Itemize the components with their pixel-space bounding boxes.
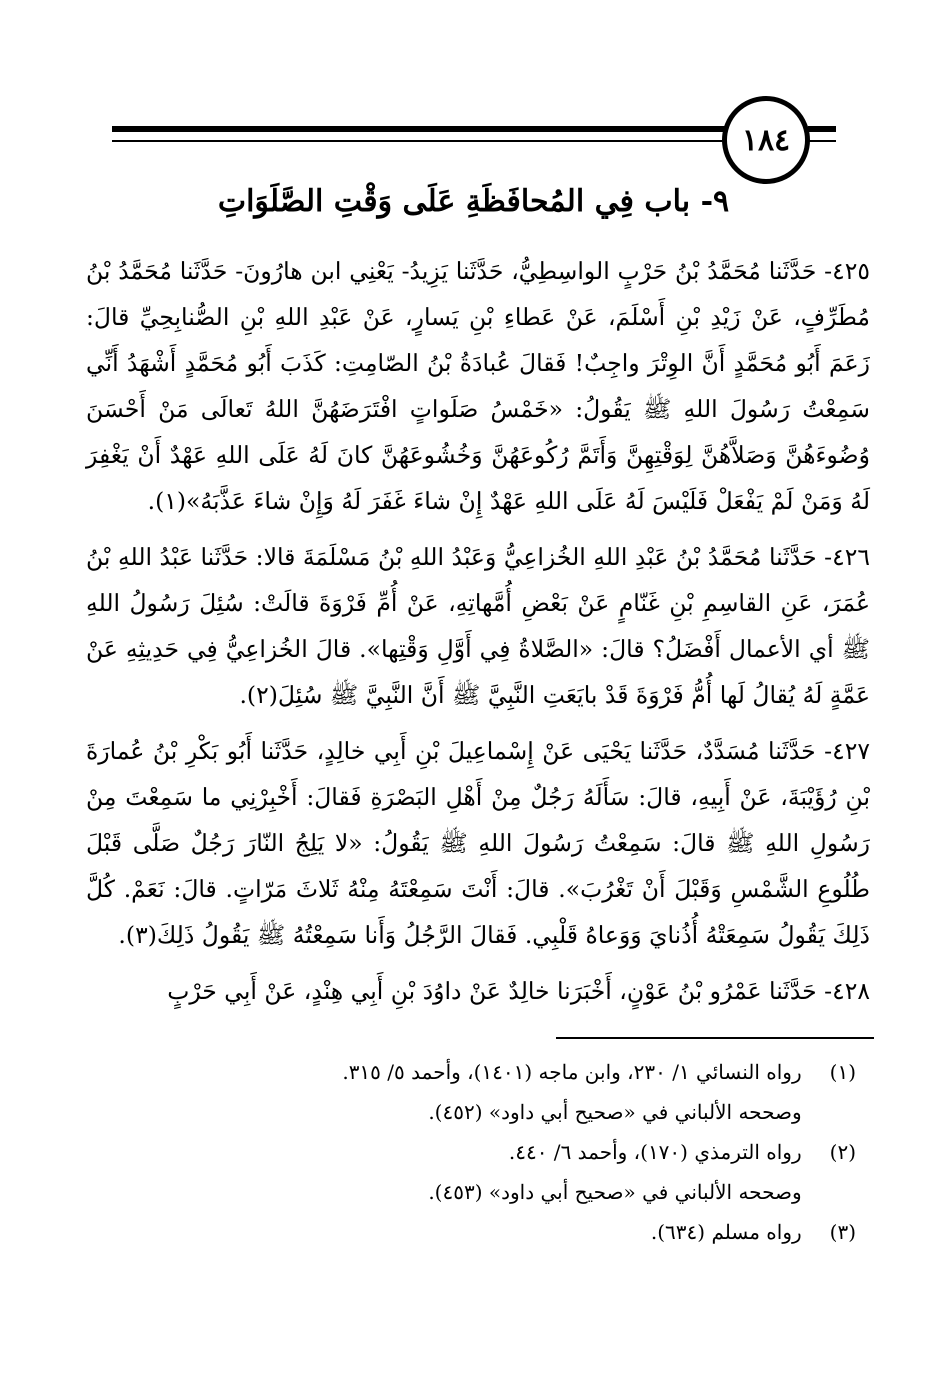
hadith-paragraph: ٤٢٨- حَدَّثَنا عَمْرُو بْنُ عَوْنٍ، أَخْبَرَنا خالِدٌ عَنْ داوُدَ بْنِ أَبِي هِنْدٍ، عَنْ أَبِي حَرْبٍ [167, 977, 870, 1005]
header-rule-thick [112, 126, 734, 132]
header-rule-right-thick [808, 126, 836, 132]
footnote-item [86, 1052, 856, 1092]
footnote-separator [556, 1037, 874, 1039]
footnote-number: (٣) [829, 1220, 856, 1244]
footnote-text: وصححه الألباني في «صحيح أبي داود» (٤٥٢). [428, 1100, 802, 1124]
hadith-paragraph: ٤٢٧- حَدَّثَنا مُسَدَّدٌ، حَدَّثَنا يَحْيَى عَنْ إِسْماعِيلَ بْنِ أَبِي خالِدٍ، حَدَّثَنا أَبُو بَكْرِ بْنُ عُمارَةَ بْنِ رُؤَيْبَةَ، عَنْ أَبِيهِ، قالَ: سَأَلَهُ رَجُلٌ مِنْ أَهْلِ البَصْرَةِ فَقالَ: أَخْبِرْنِي ما سَمِعْتَ مِنْ رَسُولِ اللهِ ﷺ قالَ: سَمِعْتُ رَسُولَ اللهِ ﷺ يَقُولُ: «لا يَلِجُ النّارَ رَجُلٌ صَلَّى قَبْلَ طُلُوعِ الشَّمْسِ وَقَبْلَ أَنْ تَغْرُبَ». قالَ: أَنْتَ سَمِعْتَهُ مِنْهُ ثَلاثَ مَرّاتٍ. قالَ: نَعَمْ. كُلَّ ذَلِكَ يَقُولُ سَمِعَتْهُ أُذُنايَ وَوَعاهُ قَلْبِي. فَقالَ الرَّجُلُ وَأَنا سَمِعْتُهُ ﷺ يَقُولُ ذَلِكَ(٣). [86, 737, 870, 949]
page-number: ١٨٤ [722, 96, 810, 184]
main-text [86, 248, 870, 1024]
footnote-item [86, 1212, 856, 1252]
footnote-number: (٢) [829, 1140, 856, 1164]
header-rule-thin [112, 140, 734, 142]
footnote-text: رواه الترمذي (١٧٠)، وأحمد ٦/ ٤٤٠. [508, 1140, 802, 1164]
footnote-text: رواه النسائي ١/ ٢٣٠، وابن ماجه (١٤٠١)، وأحمد ٥/ ٣١٥. [342, 1060, 802, 1084]
page-header [0, 0, 947, 180]
footnote-item [86, 1132, 856, 1172]
hadith-paragraph: ٤٢٦- حَدَّثَنا مُحَمَّدُ بْنُ عَبْدِ اللهِ الخُزاعِيُّ وَعَبْدُ اللهِ بْنُ مَسْلَمَةَ قالا: حَدَّثَنا عَبْدُ اللهِ بْنُ عُمَرَ، عَنِ القاسِمِ بْنِ غَنّامٍ عَنْ بَعْضِ أُمَّهاتِهِ، عَنْ أُمِّ فَرْوَةَ قالَتْ: سُئِلَ رَسُولُ اللهِ ﷺ أي الأعمال أَفْضَلُ؟ قالَ: «الصَّلاةُ فِي أَوَّلِ وَقْتِها». قالَ الخُزاعِيُّ فِي حَدِيثِهِ عَنْ عَمَّةٍ لَهُ يُقالُ لَها أُمُّ فَرْوَةَ قَدْ بايَعَتِ النَّبِيَّ ﷺ أَنَّ النَّبِيَّ ﷺ سُئِلَ(٢). [86, 543, 870, 709]
footnote-number: (١) [829, 1060, 856, 1084]
header-rule-right-thin [808, 140, 836, 142]
footnote-item [86, 1092, 856, 1132]
footnote-item [86, 1172, 856, 1212]
footnote-text: وصححه الألباني في «صحيح أبي داود» (٤٥٣). [428, 1180, 802, 1204]
footnote-text: رواه مسلم (٦٣٤). [650, 1220, 802, 1244]
hadith-paragraph: ٤٢٥- حَدَّثَنا مُحَمَّدُ بْنُ حَرْبٍ الواسِطِيُّ، حَدَّثَنا يَزِيدُ- يَعْنِي ابن هارُونَ- حَدَّثَنا مُحَمَّدُ بْنُ مُطَرِّفٍ، عَنْ زَيْدِ بْنِ أَسْلَمَ، عَنْ عَطاءِ بْنِ يَسارٍ، عَنْ عَبْدِ اللهِ بْنِ الصُّنابِحِيِّ قالَ: زَعَمَ أَبُو مُحَمَّدٍ أَنَّ الوِتْرَ واجِبٌ! فَقالَ عُبادَةُ بْنُ الصّامِتِ: كَذَبَ أَبُو مُحَمَّدٍ أَشْهَدُ أَنِّي سَمِعْتُ رَسُولَ اللهِ ﷺ يَقُولُ: «خَمْسُ صَلَواتٍ افْتَرَضَهُنَّ اللهُ تَعالَى مَنْ أَحْسَنَ وُضُوءَهُنَّ وَصَلاَّهُنَّ لِوَقْتِهِنَّ وَأَتَمَّ رُكُوعَهُنَّ وَخُشُوعَهُنَّ كانَ لَهُ عَلَى اللهِ عَهْدٌ أَنْ يَغْفِرَ لَهُ وَمَنْ لَمْ يَفْعَلْ فَلَيْسَ لَهُ عَلَى اللهِ عَهْدٌ إِنْ شاءَ غَفَرَ لَهُ وَإِنْ شاءَ عَذَّبَهُ»(١). [86, 257, 870, 515]
chapter-title: ٩- باب فِي المُحافَظَةِ عَلَى وَقْتِ الصَّلَوَاتِ [217, 184, 730, 219]
footnotes [86, 1052, 856, 1252]
